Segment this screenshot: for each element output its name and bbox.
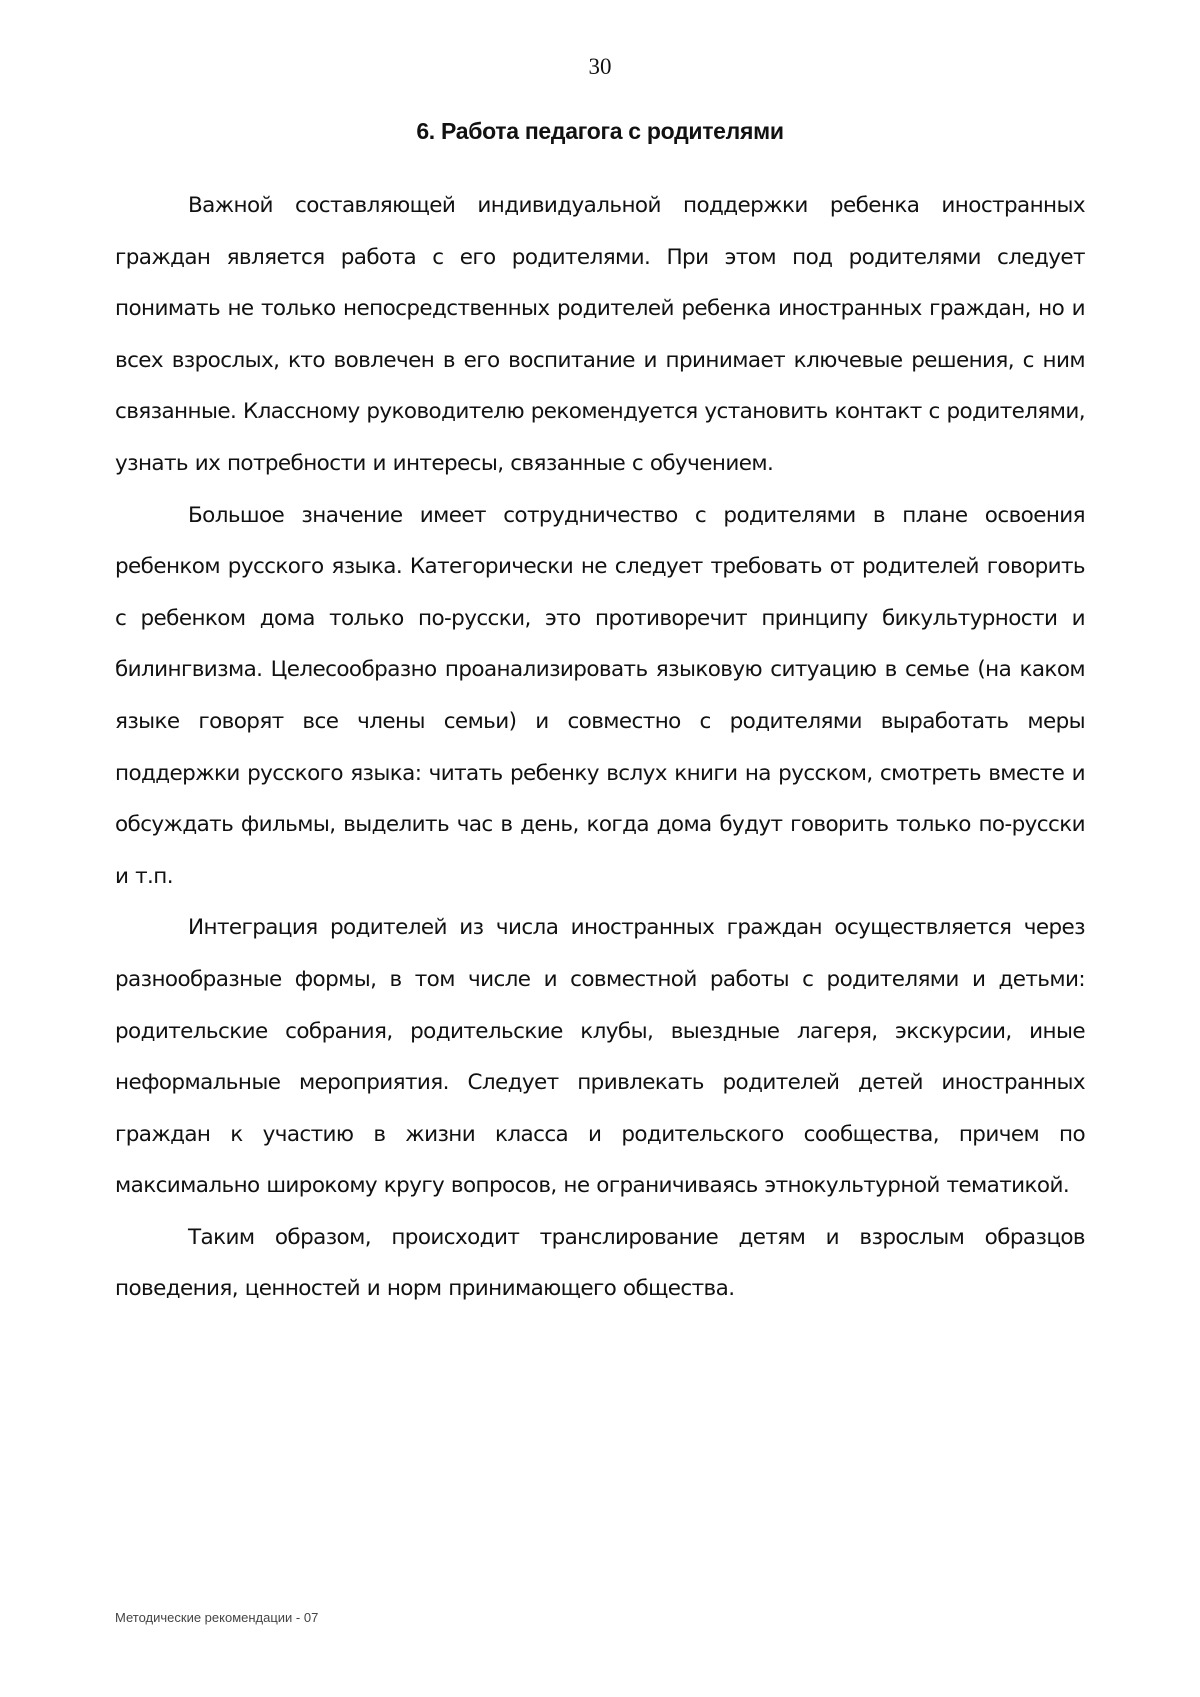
paragraph: Важной составляющей индивидуальной поддержки ребенка иностранных граждан является работа с его родителями. При этом под родителями следует понимать не только непосредственных родителей ребенка иностранных граждан, но и всех взрослых, кто вовлечен в его воспитание и принимает ключевые решения, с ним связанные. Классному руководителю рекомендуется установить контакт с родителями, узнать их потребности и интересы, связанные с обучением.: [115, 193, 1085, 476]
page-number: 30: [588, 54, 612, 79]
section-title: 6. Работа педагога с родителями: [416, 118, 784, 144]
footer-text: Методические рекомендации - 07: [115, 1610, 319, 1625]
body-text: [115, 180, 1085, 1315]
paragraph: Большое значение имеет сотрудничество с родителями в плане освоения ребенком русского языка. Категорически не следует требовать от родителей говорить с ребенком дома только по-русски, это противоречит принципу бикультурности и билингвизма. Целесообразно проанализировать языковую ситуацию в семье (на каком языке говорят все члены семьи) и совместно с родителями выработать меры поддержки русского языка: читать ребенку вслух книги на русском, смотреть вместе и обсуждать фильмы, выделить час в день, когда дома будут говорить только по-русски и т.п.: [115, 502, 1085, 889]
paragraph: Таким образом, происходит транслирование детям и взрослым образцов поведения, ценностей и норм принимающего общества.: [115, 1224, 1085, 1302]
paragraph: Интеграция родителей из числа иностранных граждан осуществляется через разнообразные формы, в том числе и совместной работы с родителями и детьми: родительские собрания, родительские клубы, выездные лагеря, экскурсии, иные неформальные мероприятия. Следует привлекать родителей детей иностранных граждан к участию в жизни класса и родительского сообщества, причем по максимально широкому кругу вопросов, не ограничиваясь этнокультурной тематикой.: [115, 915, 1085, 1199]
